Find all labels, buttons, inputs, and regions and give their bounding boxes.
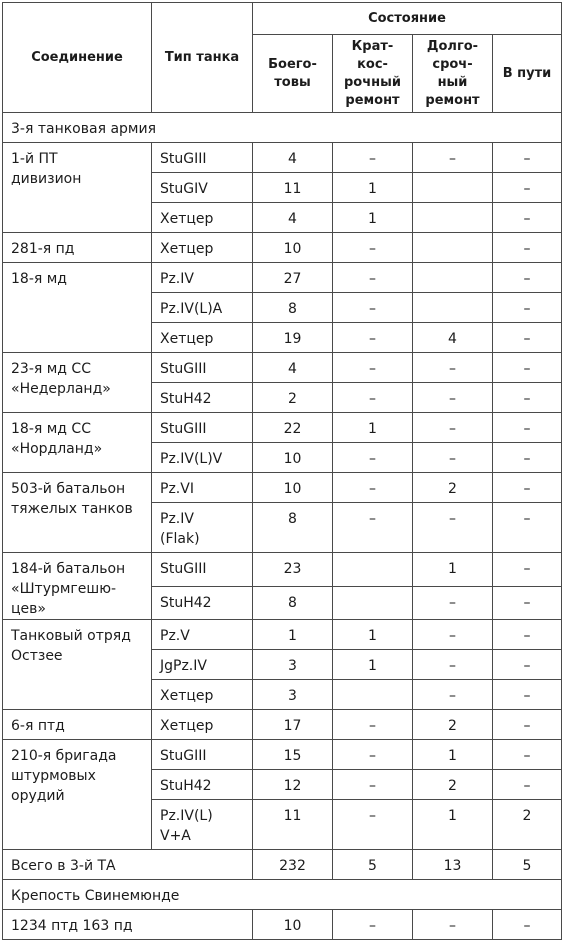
in-transit-cell: – — [493, 413, 562, 443]
ready-cell: 10 — [253, 233, 333, 263]
last-short: – — [333, 910, 413, 940]
short-repair-cell: 1 — [333, 650, 413, 680]
short-repair-cell: – — [333, 770, 413, 800]
long-repair-cell: 2 — [413, 710, 493, 740]
short-repair-cell: – — [333, 263, 413, 293]
table-body — [3, 113, 562, 940]
short-repair-cell: – — [333, 293, 413, 323]
ready-cell: 8 — [253, 586, 333, 620]
ready-cell: 23 — [253, 553, 333, 587]
last-transit: – — [493, 910, 562, 940]
table-row — [3, 143, 562, 173]
header-long-repair: Долго- сроч- ный ремонт — [413, 35, 493, 113]
connection-cell: 503-й батальон тяжелых танков — [3, 473, 152, 553]
section-title-2: Крепость Свинемюнде — [3, 880, 562, 910]
tank-type-cell: StuGIII — [152, 413, 253, 443]
tank-type-cell: StuGIII — [152, 143, 253, 173]
long-repair-cell: 2 — [413, 473, 493, 503]
in-transit-cell: – — [493, 203, 562, 233]
in-transit-cell: – — [493, 383, 562, 413]
connection-cell: 1234 птд 163 пд — [3, 910, 253, 940]
in-transit-cell: – — [493, 740, 562, 770]
long-repair-cell: – — [413, 143, 493, 173]
connection-cell: 281-я пд — [3, 233, 152, 263]
in-transit-cell: – — [493, 173, 562, 203]
ready-cell: 4 — [253, 353, 333, 383]
long-repair-cell: – — [413, 383, 493, 413]
tank-type-cell: Хетцер — [152, 710, 253, 740]
connection-cell: 184-й батальон «Штурмгешю- цев» — [3, 553, 152, 620]
tank-type-cell: Хетцер — [152, 323, 253, 353]
table-row — [3, 413, 562, 443]
short-repair-cell: – — [333, 353, 413, 383]
ready-cell: 4 — [253, 203, 333, 233]
total-transit: 5 — [493, 850, 562, 880]
table-row — [3, 553, 562, 587]
long-repair-cell — [413, 233, 493, 263]
long-repair-cell: – — [413, 443, 493, 473]
connection-cell: Танковый отряд Остзее — [3, 620, 152, 710]
header-short-repair: Крат- кос- рочный ремонт — [333, 35, 413, 113]
short-repair-cell: – — [333, 503, 413, 553]
connection-cell: 18-я мд СС «Нордланд» — [3, 413, 152, 473]
table-row — [3, 353, 562, 383]
in-transit-cell: – — [493, 443, 562, 473]
ready-cell: 17 — [253, 710, 333, 740]
ready-cell: 11 — [253, 173, 333, 203]
long-repair-cell: – — [413, 413, 493, 443]
long-repair-cell: 1 — [413, 553, 493, 587]
connection-cell: 23-я мд СС «Недерланд» — [3, 353, 152, 413]
in-transit-cell: – — [493, 710, 562, 740]
tank-type-cell: StuH42 — [152, 586, 253, 620]
total-label: Всего в 3-й ТА — [3, 850, 253, 880]
tank-type-cell: Pz.IV (Flak) — [152, 503, 253, 553]
in-transit-cell: – — [493, 293, 562, 323]
long-repair-cell: – — [413, 353, 493, 383]
header-connection: Соединение — [3, 3, 152, 113]
long-repair-cell: 4 — [413, 323, 493, 353]
short-repair-cell: – — [333, 323, 413, 353]
ready-cell: 4 — [253, 143, 333, 173]
tank-type-cell: Pz.IV(L) V+A — [152, 800, 253, 850]
short-repair-cell: – — [333, 710, 413, 740]
total-ready: 232 — [253, 850, 333, 880]
table-row — [3, 910, 562, 940]
connection-cell: 6-я птд — [3, 710, 152, 740]
table-row — [3, 740, 562, 770]
ready-cell: 10 — [253, 473, 333, 503]
long-repair-cell — [413, 263, 493, 293]
in-transit-cell: – — [493, 353, 562, 383]
short-repair-cell: 1 — [333, 620, 413, 650]
short-repair-cell — [333, 553, 413, 587]
tank-type-cell: Хетцер — [152, 233, 253, 263]
long-repair-cell — [413, 293, 493, 323]
header-ready: Боего- товы — [253, 35, 333, 113]
in-transit-cell: – — [493, 503, 562, 553]
tank-type-cell: StuGIII — [152, 553, 253, 587]
ready-cell: 3 — [253, 650, 333, 680]
in-transit-cell: – — [493, 553, 562, 587]
tank-type-cell: StuGIII — [152, 353, 253, 383]
long-repair-cell: – — [413, 620, 493, 650]
last-ready: 10 — [253, 910, 333, 940]
last-long: – — [413, 910, 493, 940]
ready-cell: 10 — [253, 443, 333, 473]
tank-type-cell: StuGIV — [152, 173, 253, 203]
in-transit-cell: – — [493, 473, 562, 503]
long-repair-cell: – — [413, 503, 493, 553]
total-short: 5 — [333, 850, 413, 880]
in-transit-cell: – — [493, 323, 562, 353]
long-repair-cell: 1 — [413, 740, 493, 770]
long-repair-cell: 2 — [413, 770, 493, 800]
connection-cell: 18-я мд — [3, 263, 152, 353]
table-row — [3, 473, 562, 503]
in-transit-cell: – — [493, 263, 562, 293]
ready-cell: 2 — [253, 383, 333, 413]
tank-type-cell: Pz.V — [152, 620, 253, 650]
tank-type-cell: Хетцер — [152, 680, 253, 710]
ready-cell: 15 — [253, 740, 333, 770]
tank-status-table — [2, 2, 562, 940]
tank-type-cell: JgPz.IV — [152, 650, 253, 680]
short-repair-cell: – — [333, 443, 413, 473]
short-repair-cell — [333, 586, 413, 620]
long-repair-cell: – — [413, 650, 493, 680]
in-transit-cell: – — [493, 680, 562, 710]
table-header — [3, 3, 562, 113]
ready-cell: 27 — [253, 263, 333, 293]
long-repair-cell — [413, 203, 493, 233]
in-transit-cell: – — [493, 586, 562, 620]
short-repair-cell: – — [333, 473, 413, 503]
table-row — [3, 233, 562, 263]
short-repair-cell: – — [333, 383, 413, 413]
tank-type-cell: StuH42 — [152, 770, 253, 800]
in-transit-cell: – — [493, 143, 562, 173]
ready-cell: 19 — [253, 323, 333, 353]
short-repair-cell: 1 — [333, 413, 413, 443]
in-transit-cell: – — [493, 620, 562, 650]
tank-type-cell: Pz.IV — [152, 263, 253, 293]
connection-cell: 1-й ПТ дивизион — [3, 143, 152, 233]
total-row — [3, 850, 562, 880]
header-tank-type: Тип танка — [152, 3, 253, 113]
in-transit-cell: 2 — [493, 800, 562, 850]
table-row — [3, 620, 562, 650]
tank-type-cell: Хетцер — [152, 203, 253, 233]
in-transit-cell: – — [493, 770, 562, 800]
long-repair-cell: – — [413, 680, 493, 710]
tank-type-cell: Pz.IV(L)V — [152, 443, 253, 473]
long-repair-cell: 1 — [413, 800, 493, 850]
header-state: Состояние — [253, 3, 562, 35]
long-repair-cell: – — [413, 586, 493, 620]
short-repair-cell: 1 — [333, 173, 413, 203]
ready-cell: 22 — [253, 413, 333, 443]
ready-cell: 3 — [253, 680, 333, 710]
tank-type-cell: StuGIII — [152, 740, 253, 770]
long-repair-cell — [413, 173, 493, 203]
in-transit-cell: – — [493, 650, 562, 680]
short-repair-cell: – — [333, 143, 413, 173]
short-repair-cell: – — [333, 800, 413, 850]
short-repair-cell — [333, 680, 413, 710]
total-long: 13 — [413, 850, 493, 880]
connection-cell: 210-я бригада штурмовых орудий — [3, 740, 152, 850]
in-transit-cell: – — [493, 233, 562, 263]
ready-cell: 11 — [253, 800, 333, 850]
ready-cell: 12 — [253, 770, 333, 800]
ready-cell: 8 — [253, 503, 333, 553]
section-title: 3-я танковая армия — [3, 113, 562, 143]
ready-cell: 8 — [253, 293, 333, 323]
short-repair-cell: 1 — [333, 203, 413, 233]
header-in-transit: В пути — [493, 35, 562, 113]
tank-type-cell: Pz.VI — [152, 473, 253, 503]
tank-type-cell: StuH42 — [152, 383, 253, 413]
short-repair-cell: – — [333, 740, 413, 770]
short-repair-cell: – — [333, 233, 413, 263]
table-row — [3, 263, 562, 293]
ready-cell: 1 — [253, 620, 333, 650]
tank-type-cell: Pz.IV(L)A — [152, 293, 253, 323]
table-row — [3, 710, 562, 740]
section-row — [3, 880, 562, 910]
